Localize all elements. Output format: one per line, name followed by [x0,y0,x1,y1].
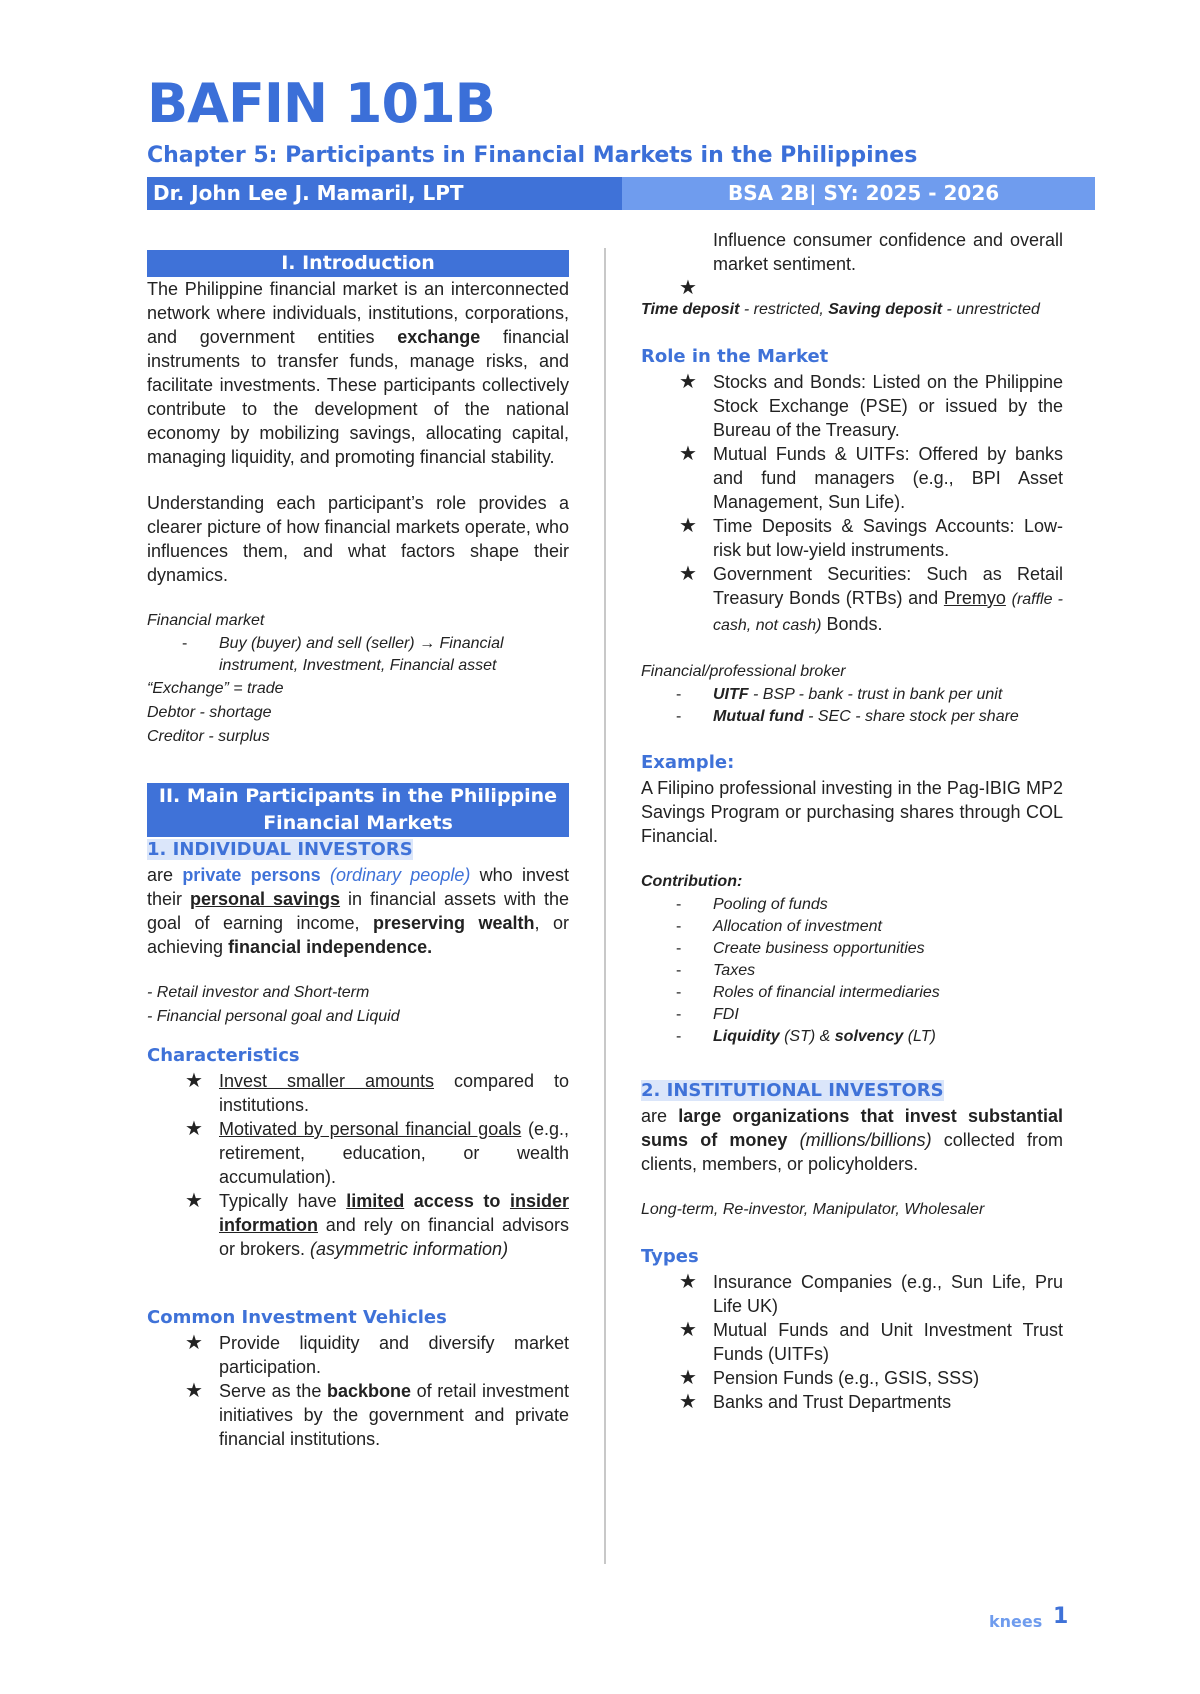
star-icon: ★ [679,515,697,537]
contribution-list [641,894,1063,1048]
list-item: - Roles of financial intermediaries [676,984,940,1001]
list-item: - Allocation of investment [676,918,882,935]
list-item: ★ Insurance Companies (e.g., Sun Life, Pru Life UK) [679,1271,1063,1316]
types-list [641,1270,1063,1414]
star-icon: ★ [679,371,697,393]
star-icon: ★ [679,1391,697,1413]
characteristics-title: Characteristics [147,1045,300,1066]
star-icon: ★ [679,443,697,465]
instructor-name: Dr. John Lee J. Mamaril, LPT [147,177,622,210]
investment-vehicles-list [147,1331,569,1451]
chapter-title: Chapter 5: Participants in Financial Markets in the Philippines [147,143,918,168]
star-icon: ★ [185,1118,203,1140]
page-number: 1 [1053,1604,1069,1629]
individual-note-2: - Financial personal goal and Liquid [147,1008,400,1025]
list-item: - Pooling of funds [676,896,828,913]
star-icon: ★ [679,563,697,585]
characteristics-list [147,1069,569,1261]
role-title: Role in the Market [641,346,829,367]
list-item: ★ Government Securities: Such as Retail Treasury Bonds (RTBs) and Premyo (raffle - cash, not cash) Bonds. [679,563,1063,634]
broker-list [641,684,1063,728]
star-icon: ★ [679,1367,697,1389]
main-participants-heading: II. Main Participants in the Philippine Financial Markets [147,783,569,837]
star-icon: ★ [679,277,697,299]
individual-investors-title: 1. INDIVIDUAL INVESTORS [147,839,413,860]
list-item: ★ Stocks and Bonds: Listed on the Philippine Stock Exchange (PSE) or issued by the Bureau of the Treasury. [679,371,1063,440]
individual-investors-definition: are private persons (ordinary people) who invest their personal savings in financial assets with the goal of earning income, preserving wealth, or achieving financial independence. [147,865,570,957]
meta-bar [147,177,1095,210]
note-list [147,633,569,677]
deposit-note: Time deposit - restricted, Saving deposit - unrestricted [641,301,1040,318]
star-icon: ★ [679,1319,697,1341]
note-creditor: Creditor - surplus [147,728,270,745]
list-item: ★ Motivated by personal financial goals (e.g., retirement, education, or wealth accumulation). [185,1118,569,1187]
list-item: - Taxes [676,962,756,979]
example-text: A Filipino professional investing in the Pag-IBIG MP2 Savings Program or purchasing shares through COL Financial. [641,778,1063,846]
footer-brand: knees [989,1612,1043,1631]
list-item: - Create business opportunities [676,940,925,957]
left-column [147,250,569,1451]
page-title: BAFIN 101B [147,72,495,135]
list-item: - Liquidity (ST) & solvency (LT) [676,1028,936,1045]
list-item: Influence consumer confidence and overall market sentiment. ★ [679,230,1063,299]
list-item: - Mutual fund - SEC - share stock per share [676,708,1019,725]
column-divider [604,248,606,1564]
list-item: - Buy (buyer) and sell (seller) → Financial instrument, Investment, Financial asset [182,635,504,674]
list-item: - FDI [676,1006,739,1023]
section-info: BSA 2B| SY: 2025 - 2026 [622,177,1095,210]
types-title: Types [641,1246,699,1267]
right-column [641,228,1063,1414]
star-icon: ★ [185,1190,203,1212]
role-list [641,370,1063,638]
broker-title: Financial/professional broker [641,663,846,680]
list-item: - UITF - BSP - bank - trust in bank per unit [676,686,1003,703]
intro-paragraph-1: The Philippine financial market is an interconnected network where individuals, institutions, corporations, and government entities exchange financial instruments to transfer funds, manage risks, and facilitate investments. These participants collectively contribute to the development of the national economy by mobilizing savings, allocating capital, managing liquidity, and promoting financial stability. [147,279,570,467]
individual-note-1: - Retail investor and Short-term [147,984,370,1001]
list-item: ★ Mutual Funds and Unit Investment Trust Funds (UITFs) [679,1319,1063,1364]
list-item: ★ Typically have limited access to insider information and rely on financial advisors or brokers. (asymmetric information) [185,1190,569,1259]
investment-vehicles-list-continued [641,228,1063,299]
institutional-investors-title: 2. INSTITUTIONAL INVESTORS [641,1080,944,1101]
list-item: ★ Pension Funds (e.g., GSIS, SSS) [679,1367,980,1389]
list-item: ★ Time Deposits & Savings Accounts: Low-risk but low-yield instruments. [679,515,1063,560]
star-icon: ★ [679,1271,697,1293]
star-icon: ★ [185,1380,203,1402]
example-title: Example: [641,752,735,773]
note-debtor: Debtor - shortage [147,704,272,721]
note-financial-market: Financial market [147,612,265,629]
list-item: ★ Mutual Funds & UITFs: Offered by banks and fund managers (e.g., BPI Asset Management, Sun Life). [679,443,1063,512]
intro-heading: I. Introduction [147,250,569,277]
list-item: ★ Serve as the backbone of retail investment initiatives by the government and private financial institutions. [185,1380,569,1449]
note-exchange: “Exchange” = trade [147,680,284,697]
list-item: ★ Banks and Trust Departments [679,1391,952,1413]
intro-paragraph-2: Understanding each participant’s role provides a clearer picture of how financial markets operate, who influences them, and what factors shape their dynamics. [147,493,569,585]
list-item: ★ Provide liquidity and diversify market participation. [185,1332,569,1377]
list-item: ★ Invest smaller amounts compared to institutions. [185,1070,570,1115]
investment-vehicles-title: Common Investment Vehicles [147,1307,447,1328]
star-icon: ★ [185,1070,203,1092]
institutional-investors-definition: are large organizations that invest substantial sums of money (millions/billions) collected from clients, members, or policyholders. [641,1106,1064,1174]
institutional-note: Long-term, Re-investor, Manipulator, Wholesaler [641,1201,985,1218]
star-icon: ★ [185,1332,203,1354]
contribution-title: Contribution: [641,873,743,890]
